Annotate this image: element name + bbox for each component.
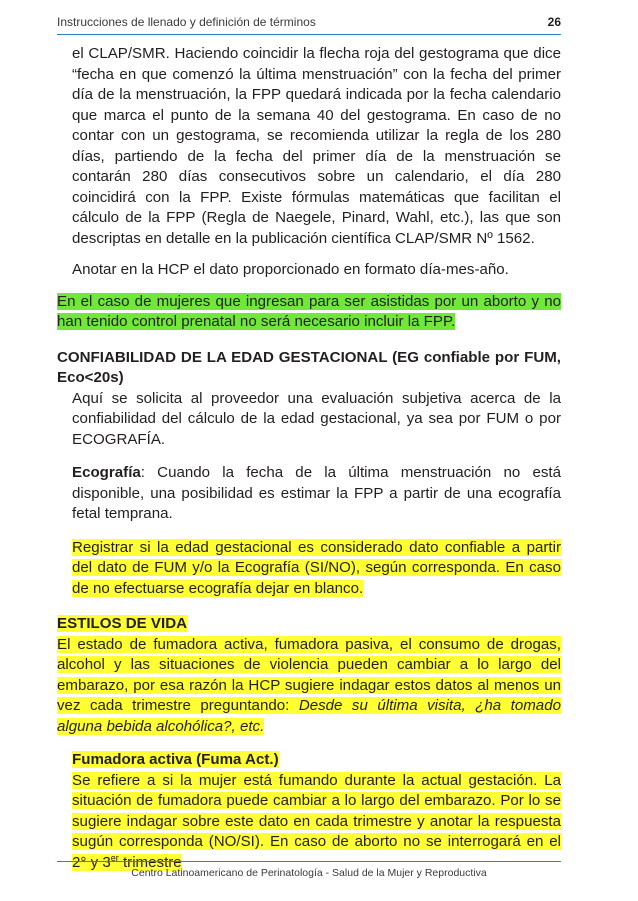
- smoker-text: Se refiere a si la mujer está fumando durante la actual gestación. La situación de fumadora puede cambiar a lo largo del embarazo. Por lo se sugiere indagar sobre este dato en cada trimestre y anotar la respuesta sugún corresponda (NO/SI). En caso de aborto no se interrogará en el 2° y 3: [72, 771, 561, 871]
- paragraph-fpp-calculation: el CLAP/SMR. Haciendo coincidir la flecha roja del gestograma que dice “fecha en que comenzó la última menstruación” con la fecha del primer día de la menstruación, la FPP quedará indicada por la fecha calendario que marca el punto de la semana 40 del gestograma. En caso de no contar con un gestograma, se recomienda utilizar la regla de los 280 días, partiendo de la fecha del primer día de la menstruación se contarán 280 días consecutivos sobre un calendario, el día 280 coincidirá con la FPP. Existe fórmulas matemáticas que facilitan el cálculo de la FPP (Regla de Naegele, Pinard, Wahl, etc.), las que son descriptas en detalle en la publicación científica CLAP/SMR Nº 1562.: [72, 45, 561, 247]
- page-number: 26: [547, 15, 561, 29]
- ultrasound-text: : Cuando la fecha de la última menstruación no está disponible, una posibilidad es estimar la FPP a partir de una ecografía fetal temprana.: [72, 464, 561, 522]
- page-footer: Centro Latinoamericano de Perinatología - Salud de la Mujer y Reproductiva: [131, 867, 487, 879]
- label-ultrasound: Ecografía: [72, 464, 141, 481]
- paragraph-record-format: Anotar en la HCP el dato proporcionado en formato día-mes-año.: [72, 261, 509, 278]
- highlight-green: En el caso de mujeres que ingresan para ser asistidas por un aborto y no han tenido control prenatal no será necesario incluir la FPP.: [57, 292, 561, 330]
- paragraph-lifestyle: [57, 635, 561, 738]
- paragraph-record-reliability: [57, 538, 561, 600]
- paragraph-reliability-assessment: Aquí se solicita al proveedor una evaluación subjetiva acerca de la confiabilidad del cálculo de la edad gestacional, ya sea por FUM o por ECOGRAFÍA.: [72, 389, 561, 448]
- highlight-yellow: ESTILOS DE VIDA: [57, 615, 187, 632]
- highlight-yellow: Registrar si la edad gestacional es considerado dato confiable a partir del dato de FUM y/o la Ecografía (SI/NO), según corresponda. En caso de no efectuarse ecografía dejar en blanco.: [72, 538, 561, 597]
- page-header: [57, 12, 561, 35]
- heading-active-smoker: [57, 750, 561, 771]
- highlight-yellow: El estado de fumadora activa, fumadora pasiva, el consumo de drogas, alcohol y las situaciones de violencia pueden cambiar a lo largo del embarazo, por esa razón la HCP sugiere indagar estos datos al menos un vez cada trimestre preguntando:: [57, 635, 561, 714]
- superscript-er: er: [110, 852, 119, 863]
- heading-gestational-age-reliability: CONFIABILIDAD DE LA EDAD GESTACIONAL (EG confiable por FUM, Eco<20s): [57, 348, 561, 386]
- paragraph-active-smoker: [57, 771, 561, 874]
- highlight-yellow: Fumadora activa (Fuma Act.): [72, 751, 279, 768]
- paragraph-abortion-note: [57, 292, 561, 333]
- footer-rule: [57, 861, 561, 862]
- smoker-text-end: trimestre: [118, 853, 182, 871]
- page-content: [57, 44, 561, 873]
- paragraph-ultrasound: [57, 463, 561, 525]
- header-title: Instrucciones de llenado y definición de términos: [57, 15, 316, 29]
- highlight-yellow: [72, 772, 561, 871]
- heading-lifestyle: [57, 614, 561, 635]
- lifestyle-question: Desde su última visita, ¿ha tomado alguna bebida alcohólica?, etc.: [57, 697, 561, 735]
